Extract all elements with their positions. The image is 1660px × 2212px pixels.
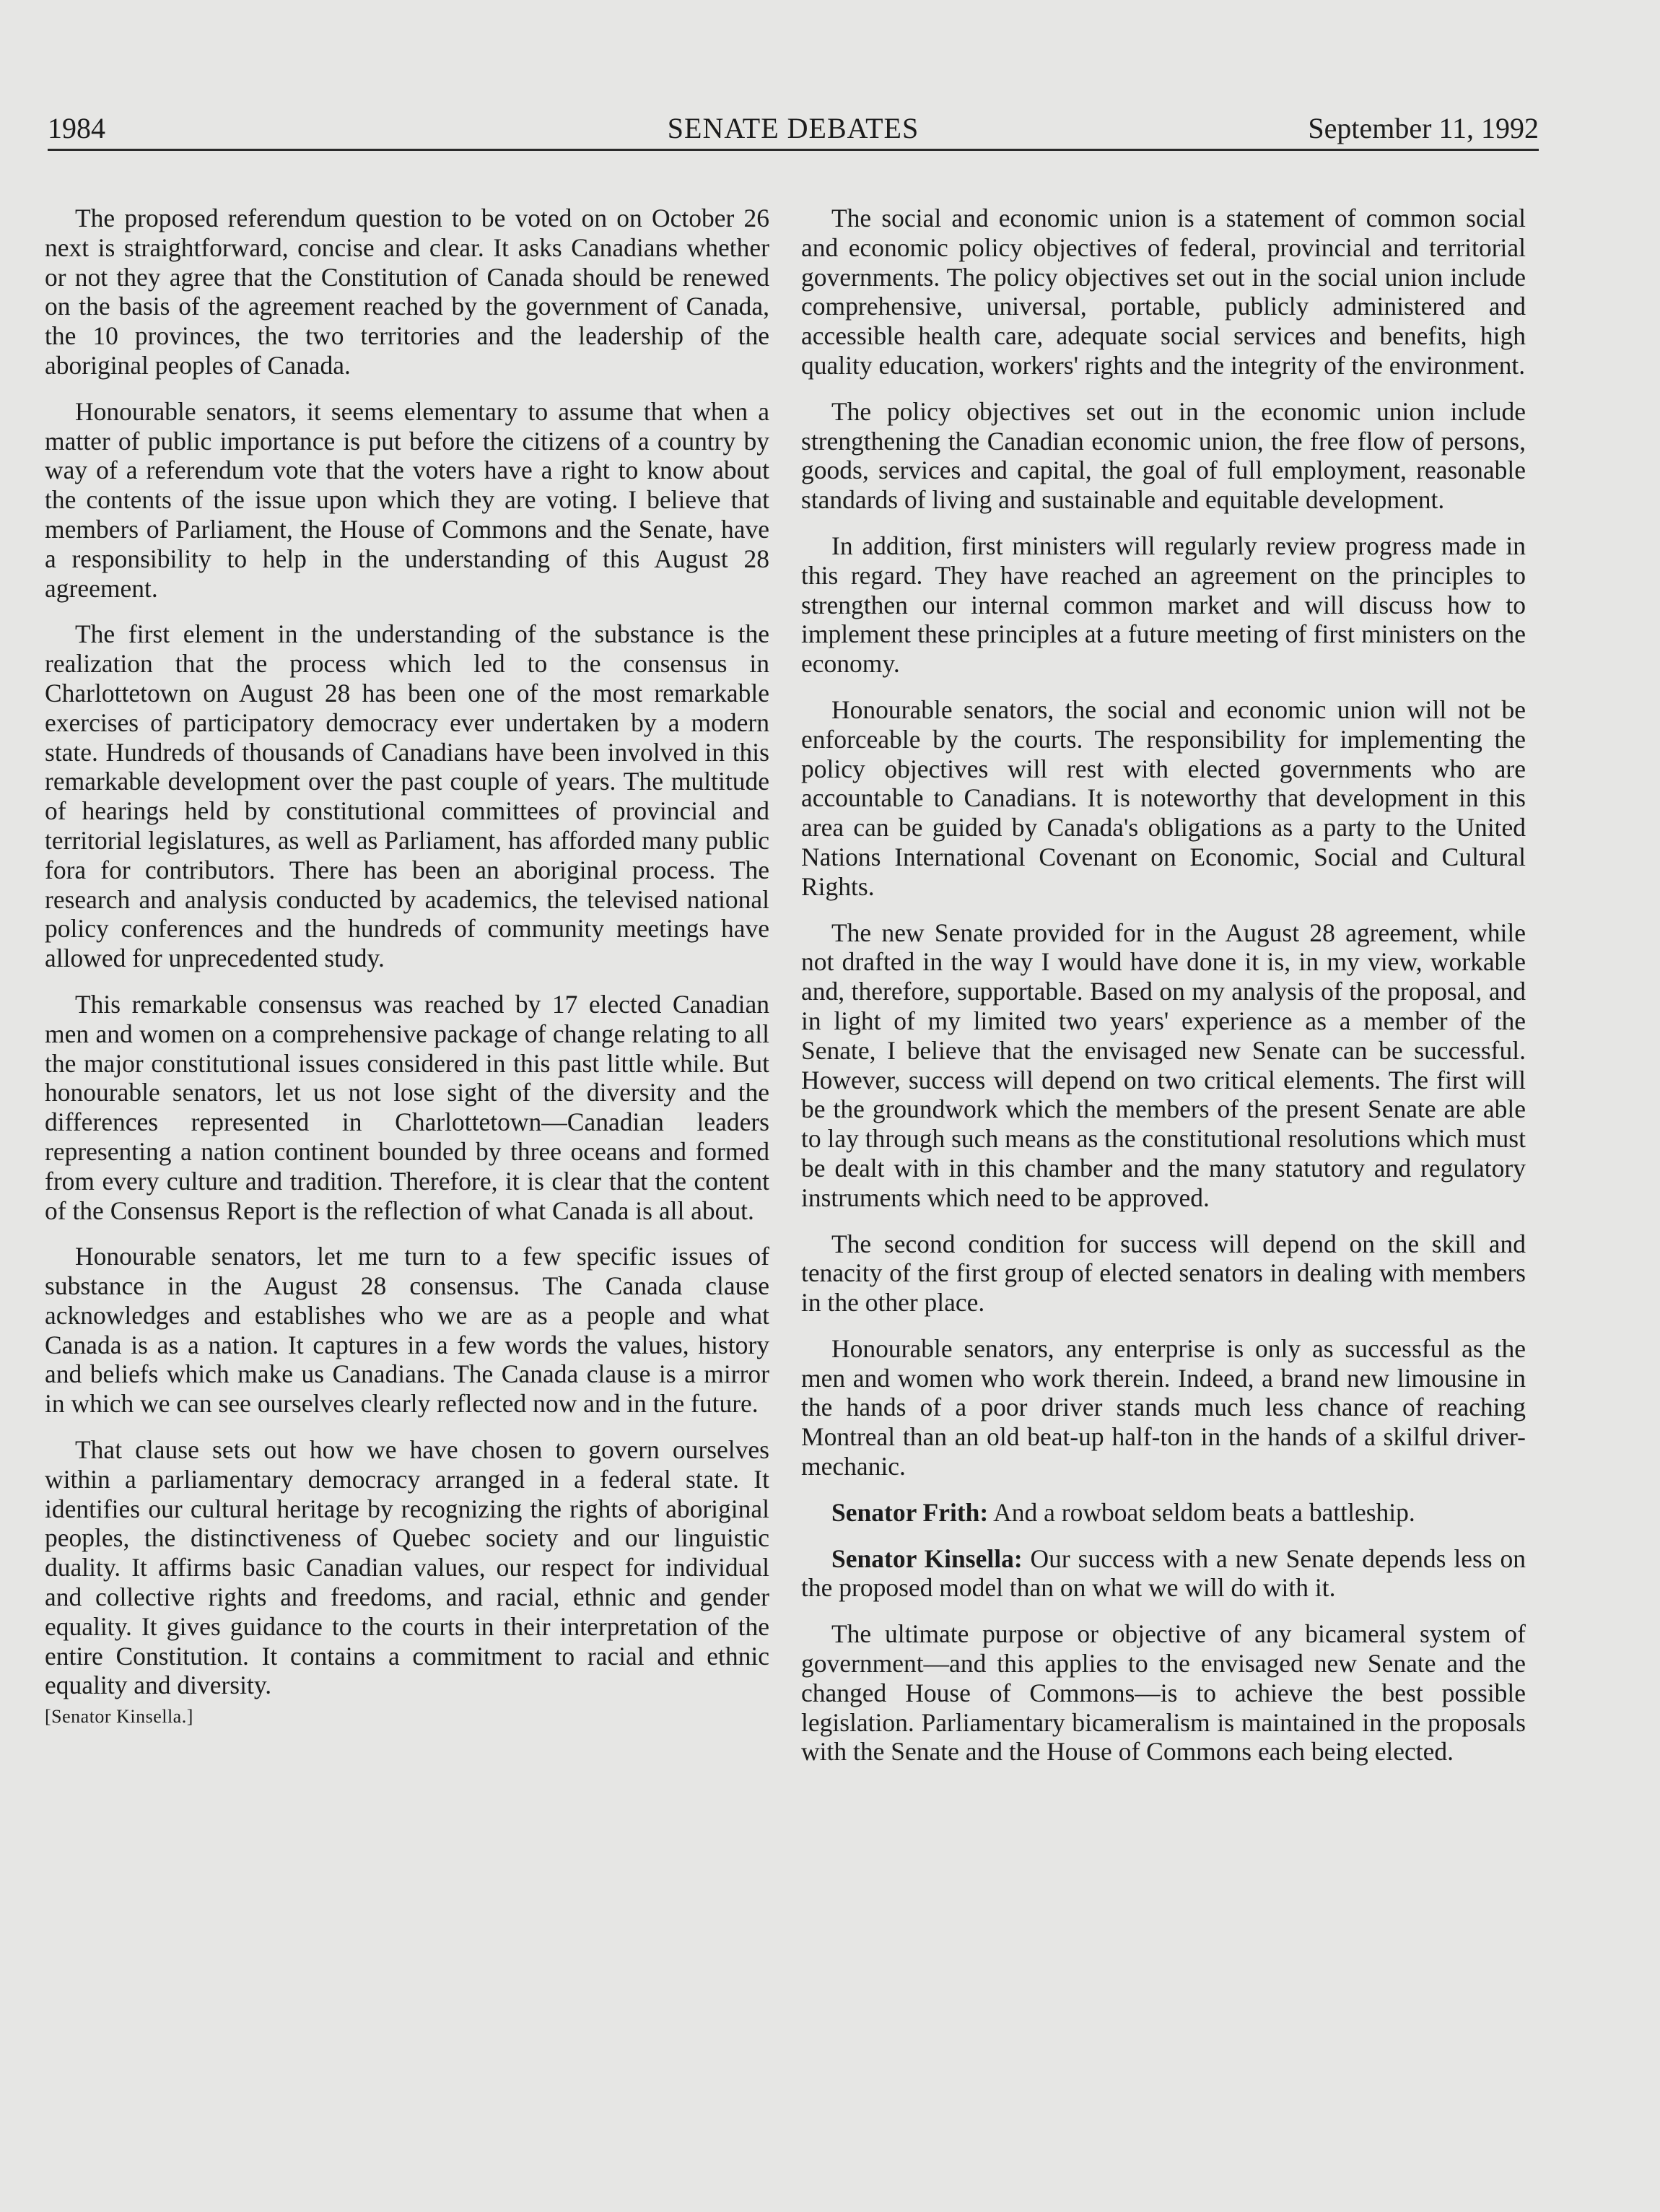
paragraph: In addition, first ministers will regularly review progress made in this regard. They have reached an agreement on the principles to strengthen our internal common market and will discuss how to implement these principles at a future meeting of first ministers on the economy. (801, 531, 1526, 679)
speech-kinsella (801, 1544, 1526, 1603)
paragraph: The second condition for success will depend on the skill and tenacity of the first group of elected senators in dealing with members in the other place. (801, 1229, 1526, 1318)
paragraph: The new Senate provided for in the August 28 agreement, while not drafted in the way I would have done it is, in my view, workable and, therefore, supportable. Based on my analysis of the proposal, and in light of my limited two years' experience as a member of the Senate, I believe that the envisaged new Senate can be successful. However, success will depend on two critical elements. The first will be the groundwork which the members of the present Senate are able to lay through such means as the constitutional resolutions which must be dealt with in this chamber and the many statutory and regulatory instruments which need to be approved. (801, 918, 1526, 1212)
speaker-name: Senator Kinsella: (831, 1543, 1023, 1573)
speech-text: Our success with a new Senate depends less on the proposed model than on what we will do with it. (801, 1543, 1526, 1603)
paragraph: The proposed referendum question to be voted on on October 26 next is straightforward, concise and clear. It asks Canadians whether or not they agree that the Constitution of Canada should be renewed on the basis of the agreement reached by the government of Canada, the 10 provinces, the two territories and the leadership of the aboriginal peoples of Canada. (45, 204, 769, 380)
page-number: 1984 (48, 112, 105, 144)
speech-text: And a rowboat seldom beats a battleship. (988, 1497, 1415, 1527)
paragraph: The first element in the understanding of the substance is the realization that the process which led to the consensus in Charlottetown on August 28 has been one of the most remarkable exercises of participatory democracy ever undertaken by a modern state. Hundreds of thousands of Canadians have been involved in this remarkable development over the past couple of years. The multitude of hearings held by constitutional committees of provincial and territorial legislatures, as well as Parliament, has afforded many public fora for contributors. There has been an aboriginal process. The research and analysis conducted by academics, the televised national policy conferences and the hundreds of community meetings have allowed for unprecedented study. (45, 619, 769, 973)
paragraph: Honourable senators, the social and economic union will not be enforceable by the courts. The responsibility for implementing the policy objectives will rest with elected governments who are accountable to Canadians. It is noteworthy that development in this area can be guided by Canada's obligations as a party to the United Nations International Covenant on Economic, Social and Cultural Rights. (801, 694, 1526, 901)
paragraph: Honourable senators, it seems elementary to assume that when a matter of public importance is put before the citizens of a country by way of a referendum vote that the voters have a right to know about the contents of the issue upon which they are voting. I believe that members of Parliament, the House of Commons and the Senate, have a responsibility to help in the understanding of this August 28 agreement. (45, 396, 769, 603)
journal-title: SENATE DEBATES (667, 112, 919, 144)
paragraph: The ultimate purpose or objective of any bicameral system of government—and this applies to the envisaged new Senate and the changed House of Commons—is to achieve the best possible legislation. Parliamentary bicameralism is maintained in the proposals with the Senate and the House of Commons each being elected. (801, 1619, 1526, 1767)
paragraph: This remarkable consensus was reached by 17 elected Canadian men and women on a comprehensive package of change relating to all the major constitutional issues considered in this past little while. But honourable senators, let us not lose sight of the diversity and the differences represented in Charlottetown—Canadian leaders representing a nation continent bounded by three oceans and formed from every culture and tradition. Therefore, it is clear that the content of the Consensus Report is the reflection of what Canada is all about. (45, 989, 769, 1225)
speaker-attribution: [Senator Kinsella.] (45, 1706, 193, 1728)
left-column (45, 204, 769, 1729)
paragraph: Honourable senators, let me turn to a few specific issues of substance in the August 28 consensus. The Canada clause acknowledges and establishes who we are as a people and what Canada is as a nation. It captures in a few words the values, history and beliefs which make us Canadians. The Canada clause is a mirror in which we can see ourselves clearly reflected now and in the future. (45, 1242, 769, 1419)
speech-frith (801, 1498, 1526, 1528)
right-column (801, 204, 1526, 1783)
speaker-name: Senator Frith: (831, 1497, 989, 1527)
running-head (48, 107, 1539, 150)
paragraph: The social and economic union is a statement of common social and economic policy objectives of federal, provincial and territorial governments. The policy objectives set out in the social union include comprehensive, universal, portable, publicly administered and accessible health care, adequate social services and benefits, high quality education, workers' rights and the integrity of the environment. (801, 204, 1526, 380)
header-rule (48, 149, 1539, 151)
issue-date: September 11, 1992 (1308, 112, 1539, 144)
paragraph: That clause sets out how we have chosen to govern ourselves within a parliamentary democracy arranged in a federal state. It identifies our cultural heritage by recognizing the rights of aboriginal peoples, the distinctiveness of Quebec society and our linguistic duality. It affirms basic Canadian values, our respect for individual and collective rights and freedoms, and racial, ethnic and gender equality. It gives guidance to the courts in their interpretation of the entire Constitution. It contains a commitment to racial and ethnic equality and diversity. (45, 1435, 769, 1700)
paragraph: Honourable senators, any enterprise is only as successful as the men and women who work therein. Indeed, a brand new limousine in the hands of a poor driver stands much less chance of reaching Montreal than an old beat-up half-ton in the hands of a skilful driver-mechanic. (801, 1333, 1526, 1481)
paragraph: The policy objectives set out in the economic union include strengthening the Canadian economic union, the free flow of persons, goods, services and capital, the goal of full employment, reasonable standards of living and sustainable and equitable development. (801, 396, 1526, 515)
